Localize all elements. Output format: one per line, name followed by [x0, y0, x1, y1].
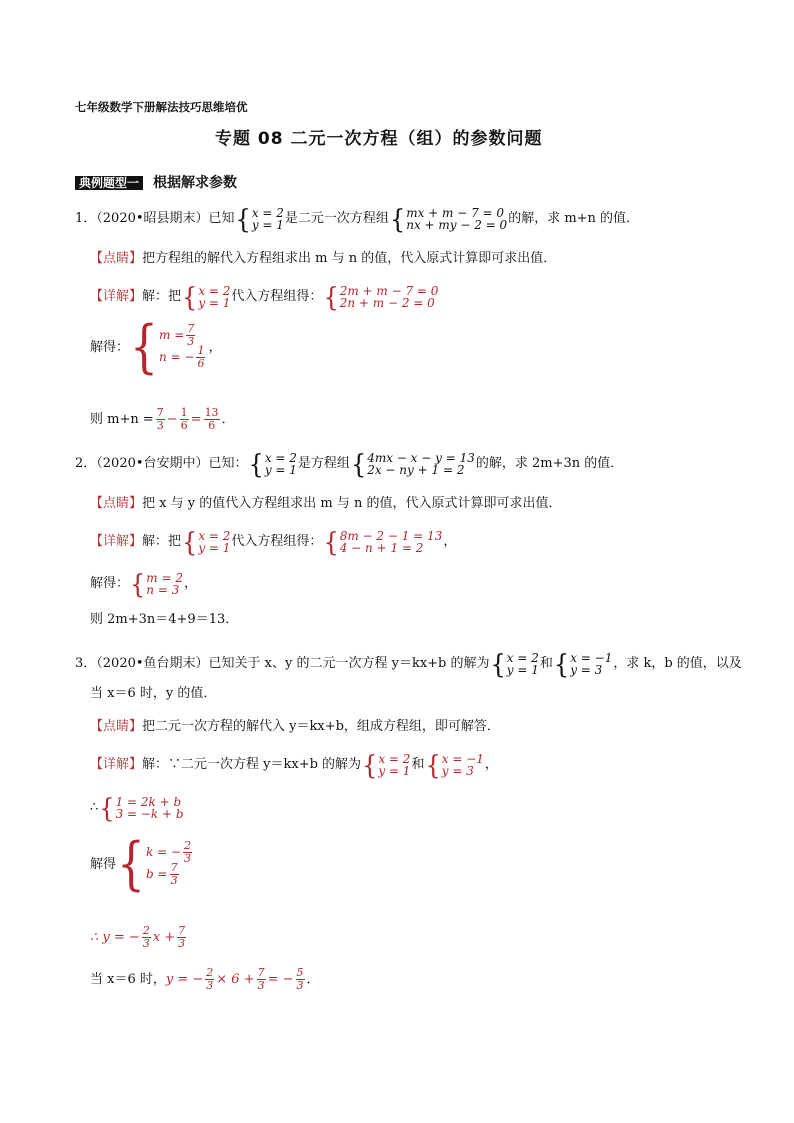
question-1-stem [75, 203, 640, 235]
q2-stem-a: 2．（2020•台安期中）已知： [75, 456, 248, 471]
q2-detail-sys-2: 4 − n + 1 = 2 [339, 541, 424, 555]
q3-fin-f2d: 3 [257, 979, 265, 992]
q3-k-num: 2 [184, 838, 192, 852]
q3-y-f1n: 2 [142, 924, 150, 937]
q1-m-num: 7 [187, 321, 195, 335]
q3-fin-f3n: 5 [296, 966, 304, 979]
q3-detail-sol1-2: y = 1 [378, 764, 411, 778]
q3-b-num: 7 [170, 860, 178, 874]
q2-result [90, 612, 238, 628]
q2-solve-row-2: n = 3 [146, 583, 180, 597]
q1-result-a: 则 m+n = [90, 411, 154, 427]
q3-y-mid: x + [152, 929, 176, 945]
q1-detail-sys-2: 2n + m − 2 = 0 [339, 296, 435, 310]
q1-r-f1n: 7 [156, 406, 164, 419]
q3-fin-eq: = − [267, 971, 294, 987]
q3-solve-system: { k = − $\frac{2}{3}$ b = $\frac{7}{3}$ [117, 841, 194, 889]
question-3-stem [75, 648, 742, 680]
q1-r-f2n: 1 [180, 406, 188, 419]
q2-detail [90, 526, 457, 558]
q1-r-eq: = [190, 411, 202, 427]
q3-eq-system: { 1 = 2k + b 3 = −k + b [99, 792, 184, 824]
q2-sol-row-1: x = 2 [264, 451, 297, 465]
q2-detail-sol-1: x = 2 [198, 529, 231, 543]
q1-n-den: 6 [197, 356, 205, 370]
q3-eq-row-2: 3 = −k + b [115, 807, 184, 821]
q1-sys-row-1: mx + m − 7 = 0 [406, 206, 505, 220]
q3-stem-a: 3．（2020•鱼台期末）已知关于 x、y 的二元一次方程 y＝kx+b 的解为 [75, 656, 490, 671]
q2-sol-row-2: y = 1 [264, 463, 297, 477]
q1-sol-row-2: y = 1 [251, 218, 284, 232]
q1-hint-tag: 【点睛】 [90, 251, 143, 266]
q2-detail-sys-1: 8m − 2 − 1 = 13 [339, 529, 443, 543]
q3-fin-mid: × 6 + [216, 971, 255, 987]
q1-sys-row-2: nx + my − 2 = 0 [406, 218, 508, 232]
q1-detail-sol-2: y = 1 [198, 296, 231, 310]
q2-solve-system: { m = 2 n = 3 [130, 568, 183, 600]
q2-detail-system: { 8m − 2 − 1 = 13 4 − n + 1 = 2 [323, 526, 443, 558]
q3-detail-solution-2: { x = −1 y = 3 [425, 749, 484, 781]
q1-comma: ， [208, 340, 222, 355]
q1-detail-a: 解：把 [142, 289, 182, 304]
q1-m-lhs: m = [159, 328, 185, 342]
q3-and: 和 [539, 656, 553, 671]
question-2-stem [75, 448, 624, 480]
q3-sol1-row-2: y = 1 [506, 663, 539, 677]
q3-detail-c: ， [484, 757, 498, 772]
q3-hint [90, 719, 500, 735]
q1-solve [90, 314, 222, 381]
q2-stem-c: 的解，求 2m+3n 的值． [475, 456, 624, 471]
q3-y-pre: ∴ y = − [90, 929, 140, 945]
q3-k-den: 3 [184, 851, 192, 865]
q2-sys-row-2: 2x − ny + 1 = 2 [367, 463, 465, 477]
q1-m-den: 3 [187, 334, 195, 348]
q3-detail-solution-1: { x = 2 y = 1 [362, 749, 411, 781]
q2-result-text: 则 2m+3n＝4+9＝13． [90, 612, 239, 627]
q3-detail-tag: 【详解】 [90, 757, 143, 772]
q1-detail [90, 281, 439, 313]
q3-fin-f3d: 3 [296, 979, 304, 992]
q3-final [90, 967, 320, 992]
q3-solve [90, 831, 195, 898]
q3-y-f2n: 7 [178, 924, 186, 937]
q1-sol-row-1: x = 2 [251, 206, 284, 220]
q2-solve [90, 568, 198, 600]
q2-solve-row-1: m = 2 [146, 571, 183, 585]
q2-solve-c: ， [184, 576, 198, 591]
q3-detail-sol2-2: y = 3 [441, 764, 474, 778]
q1-equation-system: { mx + m − 7 = 0 nx + my − 2 = 0 [389, 203, 508, 235]
section-tag: 典例题型一 [75, 176, 143, 190]
q3-stem-b: ，求 k，b 的值，以及 [613, 656, 742, 671]
q1-r-f2d: 6 [180, 419, 188, 432]
q3-detail [90, 749, 498, 781]
q3-fin-end: ． [306, 971, 320, 987]
q1-detail-tag: 【详解】 [90, 289, 143, 304]
q3-detail-sol2-1: x = −1 [441, 752, 484, 766]
section-heading [75, 172, 237, 192]
q2-sys-row-1: 4mx − x − y = 13 [367, 451, 475, 465]
q2-detail-tag: 【详解】 [90, 534, 143, 549]
q1-solve-label: 解得： [90, 340, 130, 355]
q3-stem-line2-text: 当 x＝6 时，y 的值． [90, 686, 217, 701]
q1-detail-sys-1: 2m + m − 7 = 0 [339, 284, 439, 298]
q1-r-f3d: 6 [208, 419, 216, 432]
q1-r-end: ． [221, 411, 235, 427]
q2-stem-b: 是方程组 [297, 456, 350, 471]
q3-stem-line2 [90, 686, 216, 702]
q3-solution-1: { x = 2 y = 1 [490, 648, 539, 680]
q3-y-f1d: 3 [142, 937, 150, 950]
q1-n-row [159, 343, 207, 370]
q2-hint [90, 496, 561, 512]
q3-detail-sol1-1: x = 2 [378, 752, 411, 766]
q3-therefore: ∴ [90, 800, 99, 815]
q3-final-b: y = − [165, 971, 204, 987]
q1-stem-c: 的解，求 m+n 的值． [508, 211, 640, 226]
q1-n-lhs: n = − [159, 350, 195, 364]
q1-detail-system: { 2m + m − 7 = 0 2n + m − 2 = 0 [323, 281, 439, 313]
q1-stem-b: 是二元一次方程组 [284, 211, 389, 226]
q3-sol2-row-2: y = 3 [570, 663, 603, 677]
q1-hint-text: 把方程组的解代入方程组求出 m 与 n 的值，代入原式计算即可求出值． [142, 251, 557, 266]
q2-detail-c: ， [443, 534, 457, 549]
q3-sol1-row-1: x = 2 [506, 651, 539, 665]
q3-fin-f1d: 3 [206, 979, 214, 992]
q3-b-lhs: b = [146, 867, 168, 881]
q2-solution-system: { x = 2 y = 1 [248, 448, 297, 480]
q1-stem-a: 1．（2020•昭县期末）已知 [75, 211, 235, 226]
q2-hint-tag: 【点睛】 [90, 496, 143, 511]
q2-detail-b: 代入方程组得： [231, 534, 323, 549]
q2-solve-label: 解得： [90, 576, 130, 591]
q3-b-row [146, 860, 194, 887]
q1-solution-system: { x = 2 y = 1 [235, 203, 284, 235]
q1-m-row [159, 321, 207, 348]
q3-sol2-row-1: x = −1 [570, 651, 613, 665]
q3-hint-tag: 【点睛】 [90, 719, 143, 734]
q3-fin-f2n: 7 [257, 966, 265, 979]
q1-r-minus: − [166, 411, 178, 427]
q2-detail-solution: { x = 2 y = 1 [182, 526, 231, 558]
q3-y-f2d: 3 [178, 937, 186, 950]
q2-detail-a: 解：把 [142, 534, 182, 549]
q1-hint [90, 251, 556, 267]
q1-n-num: 1 [197, 343, 205, 357]
q2-equation-system: { 4mx − x − y = 13 2x − ny + 1 = 2 [350, 448, 475, 480]
q1-solve-system: { m = $\frac{7}{3}$ n = − $\frac{1}{6}$ [130, 324, 207, 372]
q3-equation-system-line [90, 792, 185, 824]
q3-k-row [146, 838, 194, 865]
q3-detail-and: 和 [411, 757, 425, 772]
q1-detail-solution: { x = 2 y = 1 [182, 281, 231, 313]
q3-k-lhs: k = − [146, 845, 182, 859]
q3-solution-2: { x = −1 y = 3 [553, 648, 613, 680]
page-title: 专题 08 二元一次方程（组）的参数问题 [215, 129, 543, 149]
q3-hint-text: 把二元一次方程的解代入 y＝kx+b，组成方程组，即可解答． [142, 719, 500, 734]
q1-detail-sol-1: x = 2 [198, 284, 231, 298]
q3-final-a: 当 x＝6 时， [90, 971, 166, 987]
q3-y-expression [90, 925, 188, 950]
q3-fin-f1n: 2 [206, 966, 214, 979]
q1-r-f1d: 3 [156, 419, 164, 432]
q3-solve-label: 解得 [90, 857, 117, 872]
q2-hint-text: 把 x 与 y 的值代入方程组求出 m 与 n 的值，代入原式计算即可求出值． [142, 496, 562, 511]
q3-eq-row-1: 1 = 2k + b [115, 795, 182, 809]
q2-detail-sol-2: y = 1 [198, 541, 231, 555]
q1-detail-b: 代入方程组得： [231, 289, 323, 304]
section-text: 根据解求参数 [153, 175, 238, 191]
q1-result [90, 407, 235, 432]
q3-b-den: 3 [170, 873, 178, 887]
series-title: 七年级数学下册解法技巧思维培优 [75, 100, 248, 114]
q3-detail-a: 解：∵二元一次方程 y＝kx+b 的解为 [142, 757, 362, 772]
q1-r-f3n: 13 [204, 406, 219, 419]
